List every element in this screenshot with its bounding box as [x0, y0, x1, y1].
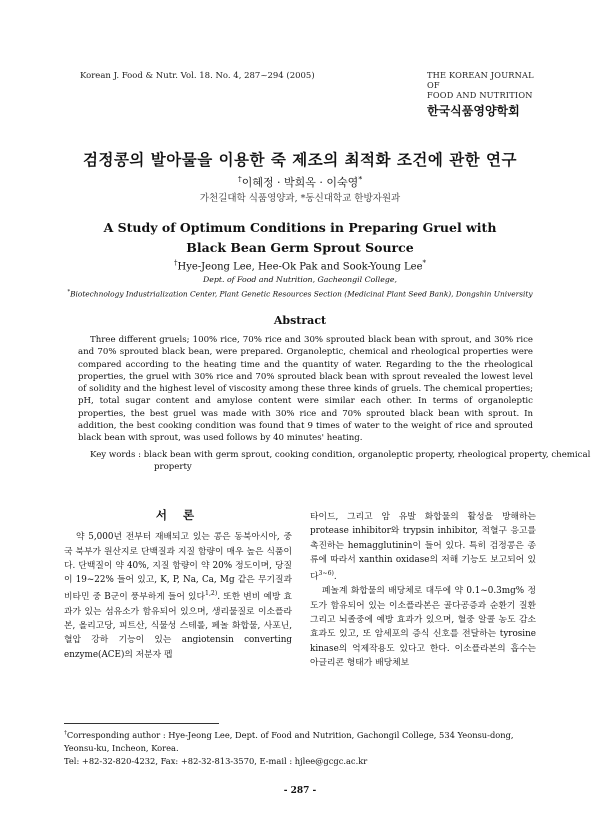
journal-name-en-line1: THE KOREAN JOURNAL OF: [427, 70, 534, 90]
intro-paragraph-2: 폐놀계 화합물의 배당체로 대두에 약 0.1~0.3mg% 정도가 함유되어 있는 이소플라본은 골다공증과 순환기 질환 그리고 뇌졸중에 예방 효과가 있으며, 혈중 알콜 농도 감소 효과도 있고, 또 암세포의 증식 신호를 전달하는 tyrosine kinase의 억제작용도 있다고 한다. 이소플라본의 흡수는 아글리콘 형태가 배당체보: [310, 586, 536, 668]
footnote: [64, 727, 536, 768]
intro-left-text: 약 5,000년 전부터 재배되고 있는 콩은 동북아시아, 중국 북부가 원산지로 단백질과 지질 함량이 매우 높은 식품이다. 단백질이 약 40%, 지질 함량이 약 20% 정도이며, 당질이 19~22% 들어 있고, K, P, Na, Ca, Mg 같은 무기질과 비타민 중 B군이 풍부하게 들어 있다: [64, 532, 292, 603]
intro-left-text-cont: . 또한 변비 예방 효과가 있는 섬유소가 함유되어 있으며, 생리물질로 이소플라본, 올리고당, 피트산, 식물성 스테롤, 페놀 화합물, 사포닌, 혈압 강하 기능이 있는 angiotensin converting enzyme(ACE)의 저분자 펩: [64, 592, 292, 660]
abstract-heading: Abstract: [273, 314, 327, 327]
intro-paragraph-1: [64, 530, 292, 662]
citation-ref: 1,2): [205, 590, 218, 598]
title-en-line2: Black Bean Germ Sprout Source: [186, 240, 414, 255]
section-heading-introduction: 서 론: [155, 508, 201, 522]
citation-ref-right: 3~6): [318, 570, 334, 578]
footnote-line1-text: Corresponding author : Hye-Jeong Lee, Dept. of Food and Nutrition, Gachongil College, 534 Yeonsu-dong, Yeonsu-ku, Incheon, Korea.: [64, 729, 514, 753]
authors-korean-names: 이혜정 · 박희옥 · 이숙영: [241, 176, 359, 189]
journal-name-en-line2: FOOD AND NUTRITION: [427, 90, 533, 100]
authors-english-names: Hye-Jeong Lee, Hee-Ok Pak and Sook-Young Lee: [177, 261, 423, 273]
footnote-mark: †: [64, 730, 67, 736]
abstract-body: Three different gruels; 100% rice, 70% rice and 30% sprouted black bean with sprout, and 30% rice and 70% sprouted black bean, were prepared. Organoleptic, chemical and rheological properties were compared according to the heating time and the quantity of water. Regarding to the the rheological properties, the gruel with 30% rice and 70% sprouted black bean with sprout revealed the lowest level of solidity and the highest level of viscosity among these three kinds of gruels. The chemical properties; pH, total sugar content and amylose content were similar each other. In terms of organoleptic properties, the best gruel was made with 30% rice and 70% sprouted black bean with sprout. In addition, the best cooking condition was found that 9 times of water to the weight of rice and sprouted black bean with sprout, was used follows by 40 minutes' heating.: [78, 335, 533, 444]
journal-citation: Korean J. Food & Nutr. Vol. 18. No. 4, 287~294 (2005): [80, 71, 315, 81]
journal-name-ko: 한국식품영양학회: [427, 104, 520, 118]
paper-title-korean: 검정콩의 발아물을 이용한 죽 제조의 최적화 조건에 관한 연구: [83, 150, 517, 169]
intro-right-text-end: .: [333, 572, 337, 583]
page-number: - 287 -: [283, 786, 317, 796]
column-right: [310, 510, 536, 670]
affiliation-english-2-text: Biotechnology Industrialization Center, Plant Genetic Resources Section (Medicinal Plant Seed Bank), Dongshin University: [70, 289, 533, 299]
intro-paragraph-1-cont: [310, 510, 536, 584]
authors-english: [0, 259, 600, 272]
affiliation-mark: *: [358, 174, 363, 184]
authors-korean: [0, 174, 600, 190]
footnote-line2: Tel: +82-32-820-4232, Fax: +82-32-813-3570, E-mail : hjlee@gcgc.ac.kr: [64, 755, 368, 766]
keywords: Key words : black bean with germ sprout, cooking condition, organoleptic property, rheological property, chemical property: [90, 450, 591, 473]
column-left: [64, 508, 292, 662]
intro-right-text: 타이드, 그리고 암 유발 화합물의 활성을 방해하는 protease inhibitor와 trypsin inhibitor, 적혈구 응고를 촉진하는 hemagglutinin이 들어 있다. 특히 검정콩은 종류에 따라서 xanthin oxidase의 저해 기능도 보고되어 있다: [310, 512, 536, 583]
title-en-line1: A Study of Optimum Conditions in Preparing Gruel with: [103, 220, 497, 235]
corresponding-mark: †: [237, 174, 242, 184]
footnote-line1: [64, 727, 536, 755]
affiliation-mark-en: *: [422, 259, 427, 267]
affiliation-english-1: Dept. of Food and Nutrition, Gacheongil College,: [203, 275, 397, 284]
affiliation-english-2: [0, 289, 600, 298]
footnote-divider: [64, 723, 219, 724]
affiliation-mark-en2: *: [67, 289, 71, 295]
corresponding-mark-en: †: [173, 259, 178, 267]
paper-title-english: [0, 218, 600, 258]
affiliation-korean: 가천길대학 식품영양과, *동신대학교 한방자원과: [199, 193, 401, 204]
journal-logo-block: [427, 70, 541, 119]
